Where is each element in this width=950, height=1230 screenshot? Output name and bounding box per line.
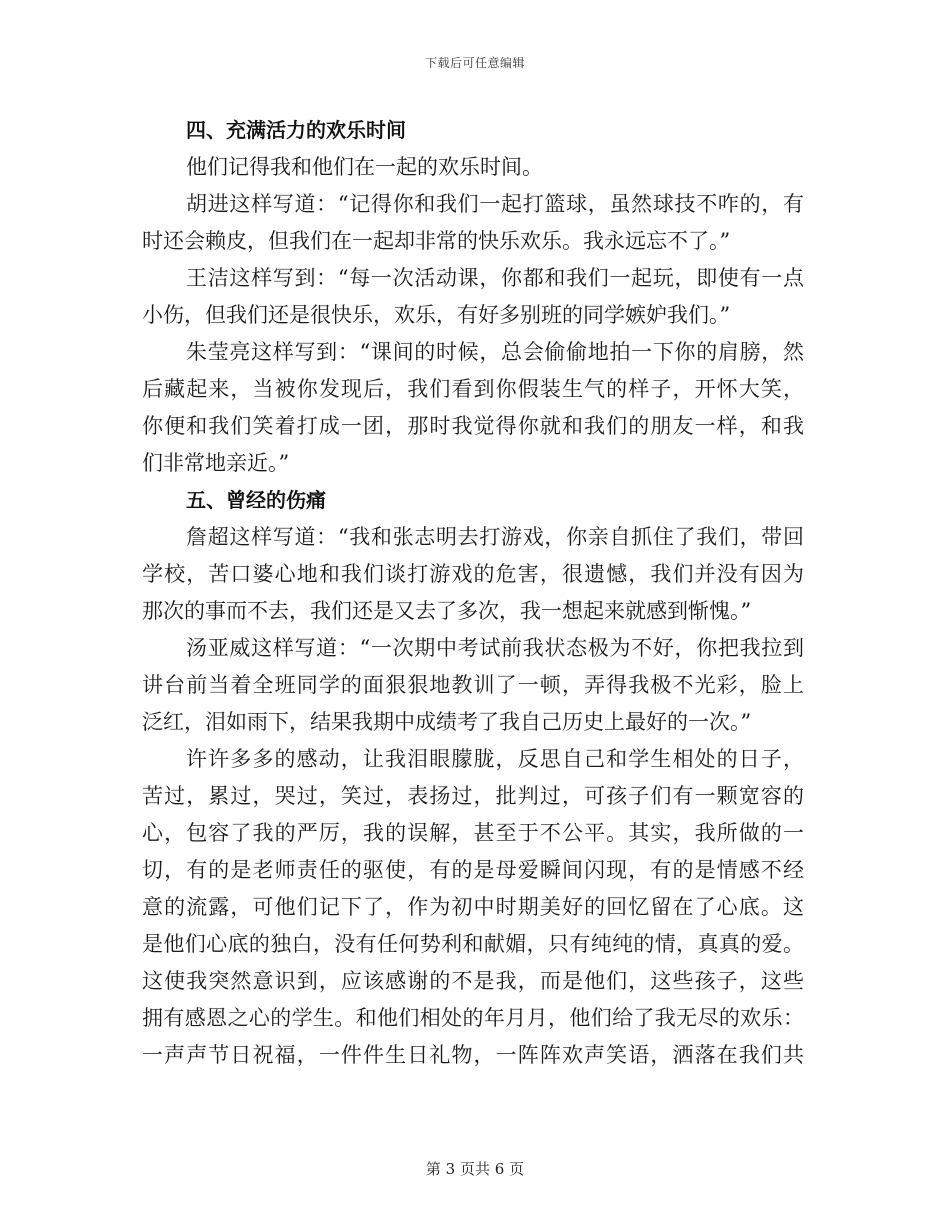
paragraph-line: 讲台前当着全班同学的面狠狠地教训了一顿，弄得我极不光彩，脸上	[142, 673, 804, 697]
paragraph-line: 学校，苦口婆心地和我们谈打游戏的危害，很遗憾，我们并没有因为	[142, 562, 804, 586]
paragraph-line: 那次的事而不去，我们还是又去了多次，我一想起来就感到惭愧。”	[142, 599, 752, 623]
paragraph-line: 胡进这样写道：“记得你和我们一起打篮球，虽然球技不咋的，有	[186, 192, 804, 216]
paragraph-line: 詹超这样写道：“我和张志明去打游戏，你亲自抓住了我们，带回	[186, 525, 804, 549]
document-body	[142, 112, 804, 1074]
paragraph-line: 你便和我们笑着打成一团，那时我觉得你就和我们的朋友一样，和我	[142, 414, 804, 438]
page-footer: 第 3 页共 6 页	[425, 1160, 525, 1178]
paragraph-line: 汤亚威这样写道：“一次期中考试前我状态极为不好，你把我拉到	[186, 636, 804, 660]
paragraph-line: 他们记得我和他们在一起的欢乐时间。	[186, 155, 543, 179]
paragraph-line: 小伤，但我们还是很快乐，欢乐，有好多别班的同学嫉妒我们。”	[142, 303, 731, 327]
paragraph-line: 朱莹亮这样写到：“课间的时候，总会偷偷地拍一下你的肩膀，然	[186, 340, 804, 364]
paragraph-line: 时还会赖皮，但我们在一起却非常的快乐欢乐。我永远忘不了。”	[142, 229, 731, 253]
paragraph-line: 许许多多的感动，让我泪眼朦胧，反思自己和学生相处的日子，	[186, 747, 804, 771]
paragraph-line: 拥有感恩之心的学生。和他们相处的年月月，他们给了我无尽的欢乐：	[142, 1006, 804, 1030]
section-heading-4: 四、充满活力的欢乐时间	[186, 118, 406, 142]
paragraph-line: 这使我突然意识到，应该感谢的不是我，而是他们，这些孩子，这些	[142, 969, 804, 993]
section-heading-5: 五、曾经的伤痛	[186, 488, 326, 512]
paragraph-line: 意的流露，可他们记下了，作为初中时期美好的回忆留在了心底。这	[142, 895, 804, 919]
paragraph-line: 王洁这样写到：“每一次活动课，你都和我们一起玩，即使有一点	[186, 266, 804, 290]
paragraph-line: 切，有的是老师责任的驱使，有的是母爱瞬间闪现，有的是情感不经	[142, 858, 804, 882]
paragraph-line: 们非常地亲近。”	[142, 451, 290, 475]
paragraph-line: 一声声节日祝福，一件件生日礼物，一阵阵欢声笑语，洒落在我们共	[142, 1043, 804, 1067]
page-header: 下载后可任意编辑	[424, 56, 525, 70]
paragraph-line: 心，包容了我的严厉，我的误解，甚至于不公平。其实，我所做的一	[142, 821, 804, 845]
paragraph-line: 是他们心底的独白，没有任何势利和献媚，只有纯纯的情，真真的爱。	[142, 932, 804, 956]
paragraph-line: 泛红，泪如雨下，结果我期中成绩考了我自己历史上最好的一次。”	[142, 710, 752, 734]
paragraph-line: 后藏起来，当被你发现后，我们看到你假装生气的样子，开怀大笑，	[142, 377, 804, 401]
paragraph-line: 苦过，累过，哭过，笑过，表扬过，批判过，可孩子们有一颗宽容的	[142, 784, 804, 808]
